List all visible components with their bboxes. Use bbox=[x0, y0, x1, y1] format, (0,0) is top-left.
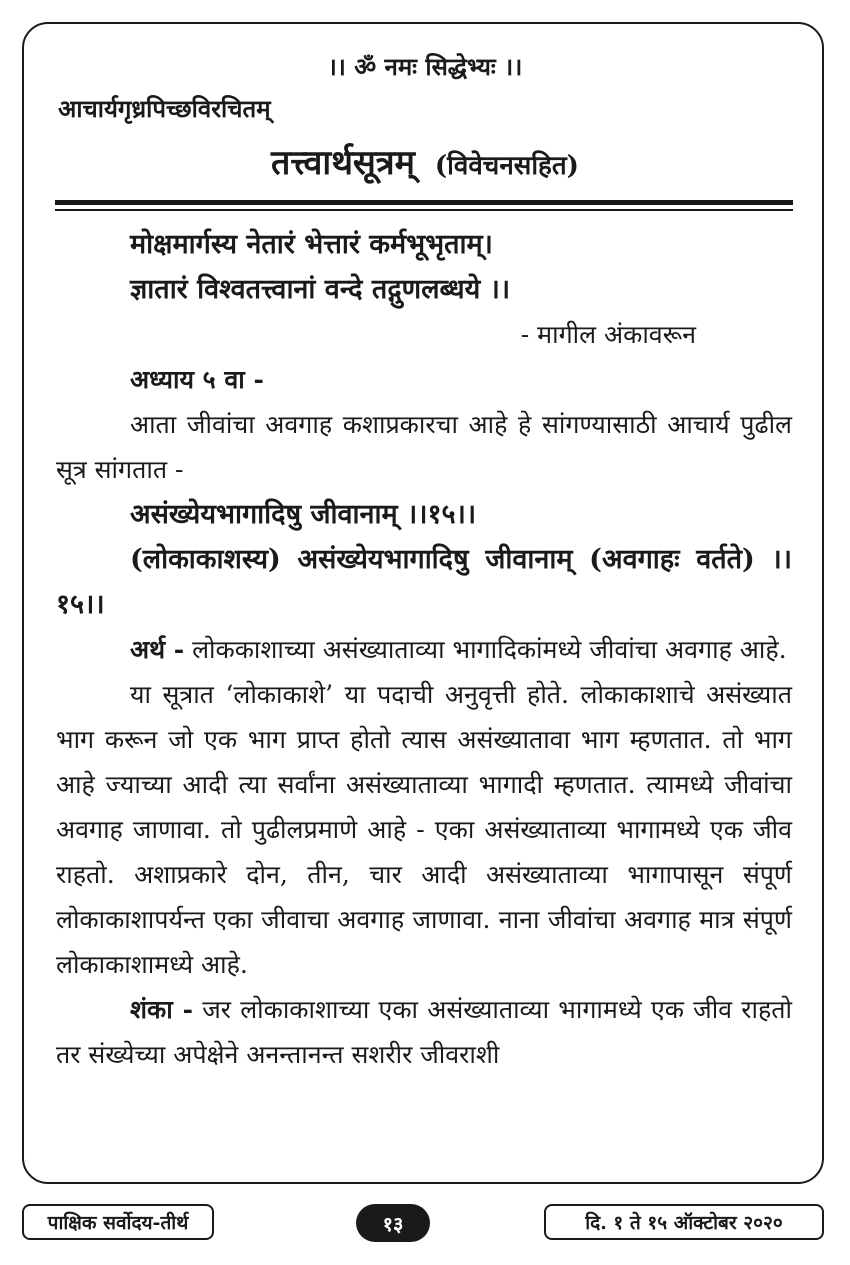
meaning-text: लोककाशाच्या असंख्याताव्या भागादिकांमध्ये जीवांचा अवगाह आहे. bbox=[184, 635, 787, 664]
page-title bbox=[0, 138, 850, 184]
issue-date: दि. १ ते १५ ऑक्टोबर २०२० bbox=[585, 1212, 783, 1234]
title-text: तत्त्वार्थसूत्रम् bbox=[270, 143, 416, 183]
verse-line-1: मोक्षमार्गस्य नेतारं भेत्तारं कर्मभूभृताम्। bbox=[130, 229, 493, 260]
doubt-label: शंका - bbox=[130, 995, 194, 1024]
sutra-expanded: (लोकाकाशस्य) असंख्येयभागादिषु जीवानाम् (अवगाहः वर्तते) ।।१५।। bbox=[56, 544, 792, 620]
verse-line-2: ज्ञातारं विश्वतत्त्वानां वन्दे तद्गुणलब्धये ।। bbox=[130, 274, 511, 305]
header-divider-thick bbox=[55, 200, 793, 205]
intro-paragraph: आता जीवांचा अवगाह कशाप्रकारचा आहे हे सांगण्यासाठी आचार्य पुढील सूत्र सांगतात - bbox=[56, 410, 792, 484]
meaning-paragraph bbox=[56, 627, 792, 672]
page-number: १३ bbox=[382, 1211, 404, 1236]
author-line: आचार्यगृध्रपिच्छविरचितम् bbox=[58, 94, 271, 123]
invocation-line: ।। ॐ नमः सिद्धेभ्यः ।। bbox=[327, 52, 523, 81]
explanation-paragraph: या सूत्रात ‘लोकाकाशे’ या पदाची अनुवृत्ती होते. लोकाकाशाचे असंख्यात भाग करून जो एक भाग प्राप्त होतो त्यास असंख्यातावा भाग म्हणतात. तो भाग आहे ज्याच्या आदी त्या सर्वांना असंख्याताव्या भागादी म्हणतात. त्यामध्ये जीवांचा अवगाह जाणावा. तो पुढीलप्रमाणे आहे - एका असंख्याताव्या भागामध्ये एक जीव राहतो. अशाप्रकारे दोन, तीन, चार आदी असंख्याताव्या भागापासून संपूर्ण लोकाकाशापर्यन्त एका जीवाचा अवगाह जाणावा. नाना जीवांचा अवगाह मात्र संपूर्ण लोकाकाशामध्ये आहे. bbox=[56, 680, 792, 979]
issue-date-box bbox=[544, 1204, 824, 1240]
doubt-paragraph bbox=[56, 987, 792, 1077]
page-number-badge bbox=[356, 1204, 430, 1242]
doubt-text: जर लोकाकाशाच्या एका असंख्याताव्या भागामध्ये एक जीव राहतो तर संख्येच्या अपेक्षेने अनन्तानन्त सशरीर जीवराशी bbox=[56, 995, 792, 1069]
publication-name: पाक्षिक सर्वोदय-तीर्थ bbox=[47, 1212, 189, 1234]
header-divider-thin bbox=[55, 209, 793, 211]
continued-note: - मागील अंकावरून bbox=[520, 320, 696, 349]
sutra-line: असंख्येयभागादिषु जीवानाम् ।।१५।। bbox=[130, 499, 477, 530]
publication-name-box bbox=[22, 1204, 214, 1240]
meaning-label: अर्थ - bbox=[130, 635, 185, 664]
chapter-heading: अध्याय ५ वा - bbox=[130, 365, 264, 394]
article-body bbox=[56, 222, 792, 1077]
title-subtitle: (विवेचनसहित) bbox=[434, 151, 579, 181]
